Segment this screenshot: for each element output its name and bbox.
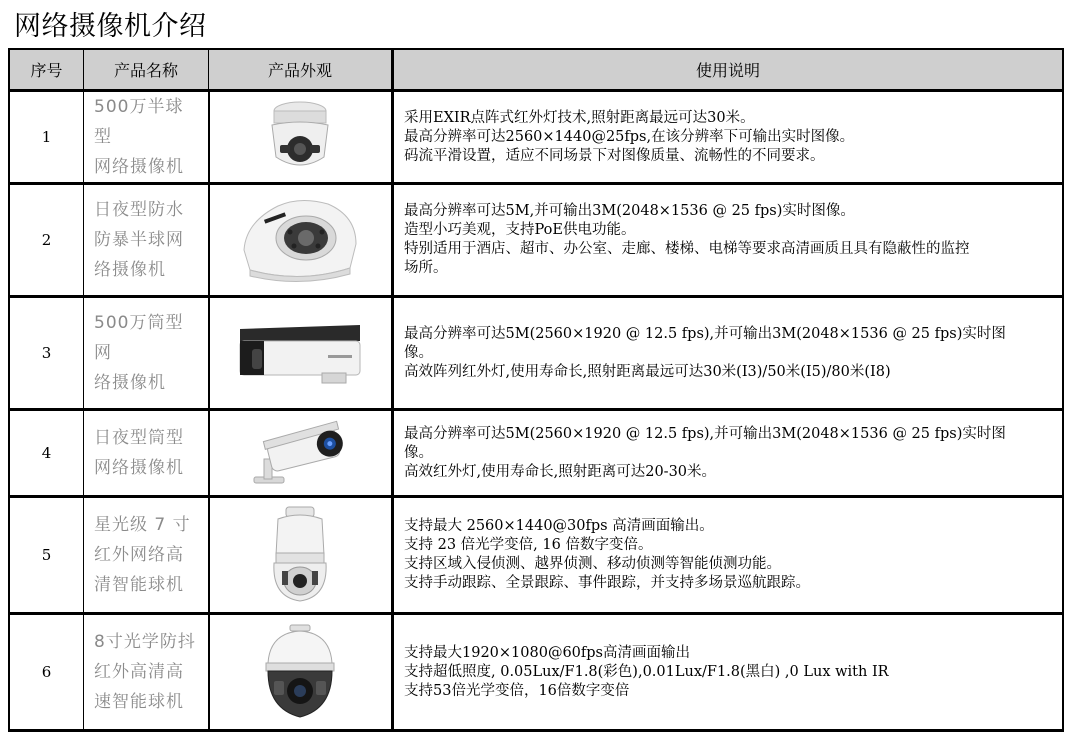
table-row bbox=[9, 497, 1063, 614]
row-number: 5 bbox=[9, 497, 84, 614]
product-name-line: 速智能球机 bbox=[94, 692, 184, 712]
product-name-line: 红外高清高 bbox=[94, 662, 184, 682]
header-description: 使用说明 bbox=[393, 49, 1064, 91]
vandal-dome-camera-icon bbox=[238, 192, 362, 288]
description-line: 支持最大1920×1080@60fps高清画面输出 bbox=[404, 644, 690, 661]
bullet-camera-icon bbox=[238, 321, 362, 385]
product-name-line: 络摄像机 bbox=[94, 373, 166, 393]
product-name-line: 红外网络高 bbox=[94, 545, 184, 565]
description-line: 像。 bbox=[404, 444, 433, 461]
product-description bbox=[393, 614, 1064, 731]
description-line: 支持超低照度, 0.05Lux/F1.8(彩色),0.01Lux/F1.8(黑白) ,0 Lux with IR bbox=[404, 663, 889, 680]
header-appearance: 产品外观 bbox=[209, 49, 393, 91]
product-image bbox=[209, 410, 393, 497]
table-row bbox=[9, 297, 1063, 410]
product-name bbox=[84, 91, 209, 184]
product-name-line: 8寸光学防抖 bbox=[94, 632, 196, 652]
description-line: 支持区域入侵侦测、越界侦测、移动侦测等智能侦测功能。 bbox=[404, 556, 781, 572]
table-row bbox=[9, 614, 1063, 731]
description-line: 造型小巧美观，支持PoE供电功能。 bbox=[404, 222, 636, 238]
description-line: 支持 23 倍光学变倍, 16 倍数字变倍。 bbox=[404, 537, 653, 553]
description-line: 支持53倍光学变倍，16倍数字变倍 bbox=[404, 682, 630, 699]
row-number: 6 bbox=[9, 614, 84, 731]
description-line: 最高分辨率可达5M(2560×1920 @ 12.5 fps),并可输出3M(2048×1536 @ 25 fps)实时图 bbox=[404, 325, 1006, 342]
product-description bbox=[393, 497, 1064, 614]
product-name-line: 日夜型防水 bbox=[94, 200, 184, 220]
table-row bbox=[9, 410, 1063, 497]
product-name-line: 500万筒型网 bbox=[94, 313, 184, 363]
ptz-speed-dome-white-icon bbox=[268, 505, 332, 605]
ir-bullet-camera-icon bbox=[248, 419, 352, 487]
product-name bbox=[84, 410, 209, 497]
product-name-line: 防暴半球网 bbox=[94, 230, 184, 250]
header-name: 产品名称 bbox=[84, 49, 209, 91]
product-image bbox=[209, 614, 393, 731]
product-image bbox=[209, 297, 393, 410]
product-name bbox=[84, 184, 209, 297]
description-line: 支持手动跟踪、全景跟踪、事件跟踪，并支持多场景巡航跟踪。 bbox=[404, 575, 810, 591]
product-name-line: 络摄像机 bbox=[94, 260, 166, 280]
product-name-line: 网络摄像机 bbox=[94, 458, 184, 478]
product-description bbox=[393, 410, 1064, 497]
description-line: 支持最大 2560×1440@30fps 高清画面输出。 bbox=[404, 518, 714, 534]
row-number: 3 bbox=[9, 297, 84, 410]
row-number: 2 bbox=[9, 184, 84, 297]
description-line: 像。 bbox=[404, 344, 433, 361]
product-name-line: 星光级 7 寸 bbox=[94, 515, 191, 535]
ptz-speed-dome-dark-icon bbox=[260, 623, 340, 721]
description-line: 特别适用于酒店、超市、办公室、走廊、楼梯、电梯等要求高清画质且具有隐蔽性的监控 bbox=[404, 241, 970, 257]
product-description bbox=[393, 184, 1064, 297]
row-number: 4 bbox=[9, 410, 84, 497]
product-name-line: 日夜型筒型 bbox=[94, 428, 184, 448]
description-line: 采用EXIR点阵式红外灯技术,照射距离最远可达30米。 bbox=[404, 109, 755, 126]
product-name-line: 500万半球型 bbox=[94, 97, 184, 147]
row-number: 1 bbox=[9, 91, 84, 184]
product-name bbox=[84, 614, 209, 731]
description-line: 最高分辨率可达2560×1440@25fps,在该分辨率下可输出实时图像。 bbox=[404, 128, 855, 145]
header-no: 序号 bbox=[9, 49, 84, 91]
description-line: 场所。 bbox=[404, 260, 448, 276]
description-line: 码流平滑设置，适应不同场景下对图像质量、流畅性的不同要求。 bbox=[404, 147, 825, 164]
product-image bbox=[209, 497, 393, 614]
table-row bbox=[9, 91, 1063, 184]
description-line: 高效阵列红外灯,使用寿命长,照射距离最远可达30米(I3)/50米(I5)/80米(I8) bbox=[404, 363, 891, 380]
product-name-line: 清智能球机 bbox=[94, 575, 184, 595]
turret-dome-camera-icon bbox=[260, 99, 340, 175]
table-row bbox=[9, 184, 1063, 297]
product-name-line: 网络摄像机 bbox=[94, 157, 184, 177]
product-description bbox=[393, 297, 1064, 410]
product-table bbox=[8, 48, 1064, 732]
description-line: 最高分辨率可达5M(2560×1920 @ 12.5 fps),并可输出3M(2048×1536 @ 25 fps)实时图 bbox=[404, 425, 1006, 442]
page-title: 网络摄像机介绍 bbox=[14, 11, 207, 42]
description-line: 高效红外灯,使用寿命长,照射距离可达20-30米。 bbox=[404, 463, 717, 480]
table-header-row bbox=[9, 49, 1063, 91]
product-name bbox=[84, 497, 209, 614]
description-line: 最高分辨率可达5M,并可输出3M(2048×1536 @ 25 fps)实时图像。 bbox=[404, 203, 855, 219]
product-name bbox=[84, 297, 209, 410]
product-description bbox=[393, 91, 1064, 184]
product-image bbox=[209, 91, 393, 184]
product-image bbox=[209, 184, 393, 297]
